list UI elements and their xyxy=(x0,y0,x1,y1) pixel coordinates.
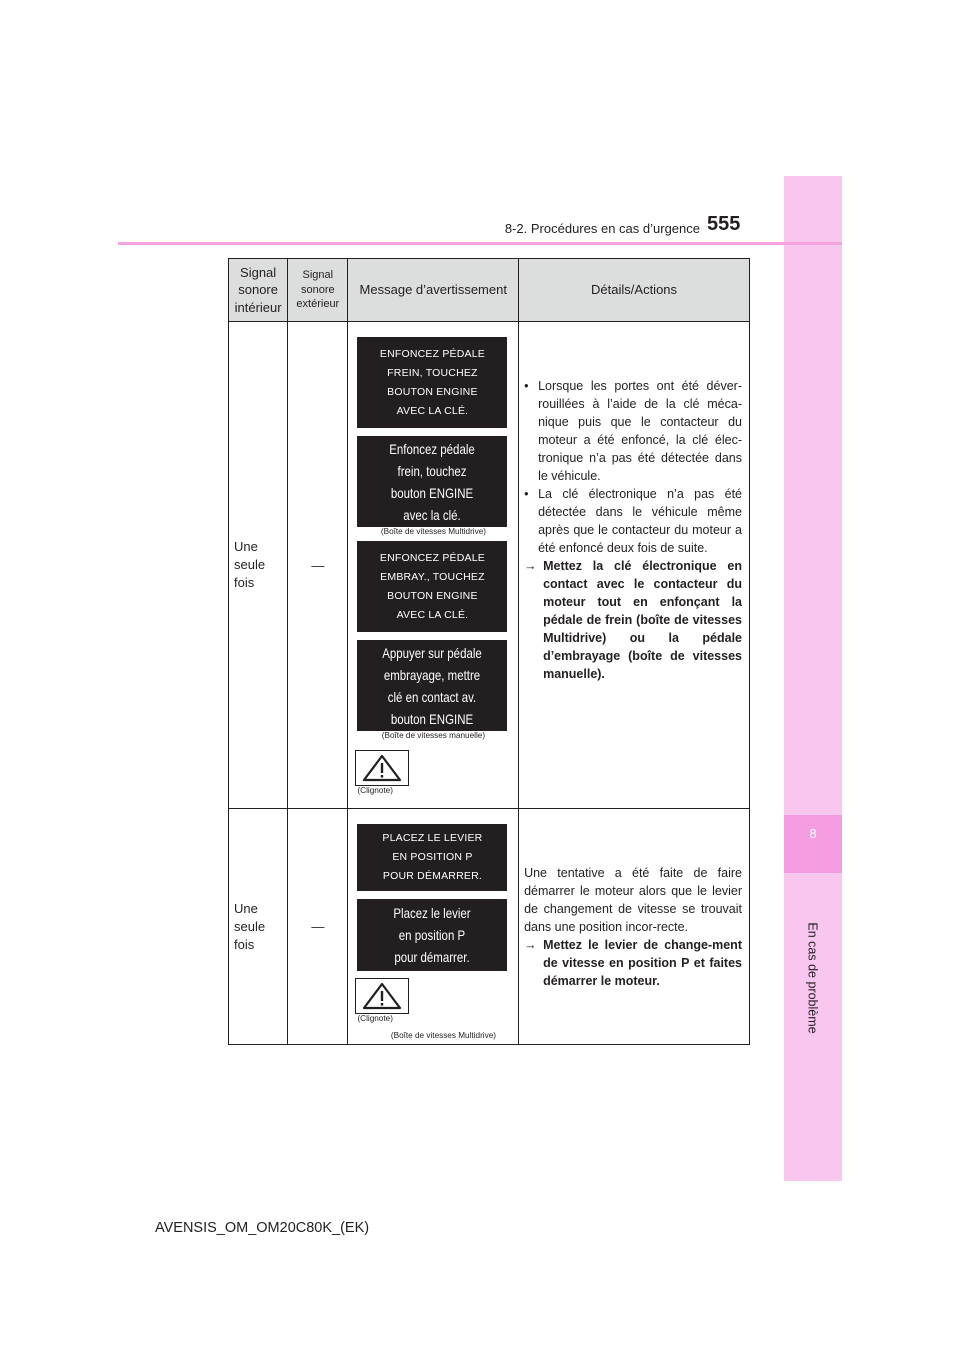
flashing-caption: (Clignote) xyxy=(357,786,393,795)
details-cell xyxy=(519,322,750,809)
header-interior-buzzer: Signal sonore intérieur xyxy=(229,259,288,322)
interior-buzzer-value: Une seule fois xyxy=(234,539,266,590)
chapter-title xyxy=(783,922,843,1034)
interior-buzzer-cell xyxy=(229,809,288,1045)
screen-line: FREIN, TOUCHEZ xyxy=(387,366,478,379)
screen-line: en position P xyxy=(399,927,466,943)
screen-line: ENFONCEZ PÉDALE xyxy=(379,551,485,564)
screen-line: Enfoncez pédale xyxy=(389,440,476,457)
arrow-icon: → xyxy=(524,937,537,952)
chapter-title-label: En cas de problème xyxy=(806,922,820,1034)
message-screen xyxy=(357,541,507,632)
exterior-buzzer-cell: — xyxy=(288,809,348,1045)
message-screen xyxy=(357,640,507,731)
screen-line: PLACEZ LE LEVIER xyxy=(382,832,483,844)
screen-line: clé en contact av. xyxy=(388,688,477,705)
screen-line: BOUTON ENGINE xyxy=(387,385,478,398)
header-exterior-buzzer: Signal sonore extérieur xyxy=(288,259,348,322)
caption-multidrive: (Boîte de vitesses Multidrive) xyxy=(380,527,486,536)
action-item xyxy=(524,936,742,990)
screen-line: avec la clé. xyxy=(403,506,462,523)
header-message: Message d’avertissement xyxy=(348,259,519,322)
screen-line: bouton ENGINE xyxy=(391,484,474,501)
caption-multidrive: (Boîte de vitesses Multidrive) xyxy=(390,1031,496,1040)
header-rule xyxy=(118,242,842,245)
chapter-tab-active[interactable] xyxy=(784,815,842,873)
arrow-icon: → xyxy=(524,559,537,573)
screen-line: POUR DÉMARRER. xyxy=(382,870,482,882)
flashing-caption: (Clignote) xyxy=(357,1014,393,1023)
action-text: Mettez le levier de change-ment de vitesse en position P et faites démarrer le moteur. xyxy=(543,937,742,988)
bullet-dot: • xyxy=(524,379,529,393)
message-screen xyxy=(357,899,507,971)
action-item xyxy=(524,557,742,683)
screen-line: AVEC LA CLÉ. xyxy=(396,404,469,417)
warning-triangle-icon xyxy=(355,750,409,786)
list-item xyxy=(524,485,742,557)
screen-line: AVEC LA CLÉ. xyxy=(396,608,469,621)
bullet-text: Lorsque les portes ont été déver-rouillées à l’aide de la clé méca-nique puis que le contacteur du moteur a été enfoncé, la clé élec-tronique n’a pas été détectée dans le véhicule. xyxy=(538,379,742,483)
screen-line: pour démarrer. xyxy=(394,949,471,965)
screen-line: ENFONCEZ PÉDALE xyxy=(379,347,485,360)
table-row xyxy=(229,322,750,809)
message-screen xyxy=(357,337,507,428)
detail-text: Une tentative a été faite de faire démarrer le moteur alors que le levier de changement de vitesse se trouvait dans une position incor-recte. xyxy=(524,865,742,934)
screen-line: frein, touchez xyxy=(397,462,467,479)
bullet-text: La clé électronique n’a pas été détectée dans le véhicule même après que le contacteur du moteur a été enfoncé deux fois de suite. xyxy=(538,487,742,555)
screen-line: Appuyer sur pédale xyxy=(382,644,483,661)
warning-triangle-icon xyxy=(355,978,409,1014)
action-text: Mettez la clé électronique en contact avec le contacteur du moteur tout en enfonçant la pédale de frein (boîte de vitesses Multidrive) ou la pédale d’embrayage (boîte de vitesses manuelle). xyxy=(543,559,742,681)
list-item xyxy=(524,377,742,485)
screen-line: embrayage, mettre xyxy=(384,666,481,683)
interior-buzzer-cell xyxy=(229,322,288,809)
chapter-number: 8 xyxy=(809,826,817,841)
warning-table xyxy=(228,258,750,1045)
screen-line: bouton ENGINE xyxy=(391,710,474,727)
caption-manual: (Boîte de vitesses manuelle) xyxy=(381,731,486,740)
exterior-buzzer-cell: — xyxy=(288,322,348,809)
details-cell xyxy=(519,809,750,1045)
screen-line: Placez le levier xyxy=(393,905,472,921)
interior-buzzer-value: Une seule fois xyxy=(234,900,266,952)
bullet-dot: • xyxy=(524,487,529,501)
document-code: AVENSIS_OM_OM20C80K_(EK) xyxy=(155,1220,370,1236)
message-screen xyxy=(357,436,507,527)
message-screen xyxy=(357,824,507,891)
section-title: 8-2. Procédures en cas d’urgence xyxy=(504,221,700,236)
screen-line: EN POSITION P xyxy=(392,851,473,863)
screen-line: EMBRAY., TOUCHEZ xyxy=(380,570,485,583)
page-number: 555 xyxy=(707,213,741,235)
header-details: Détails/Actions xyxy=(519,259,750,322)
message-cell xyxy=(348,322,519,809)
message-cell xyxy=(348,809,519,1045)
table-row xyxy=(229,809,750,1045)
table-header-row xyxy=(229,259,750,322)
screen-line: BOUTON ENGINE xyxy=(387,589,478,602)
